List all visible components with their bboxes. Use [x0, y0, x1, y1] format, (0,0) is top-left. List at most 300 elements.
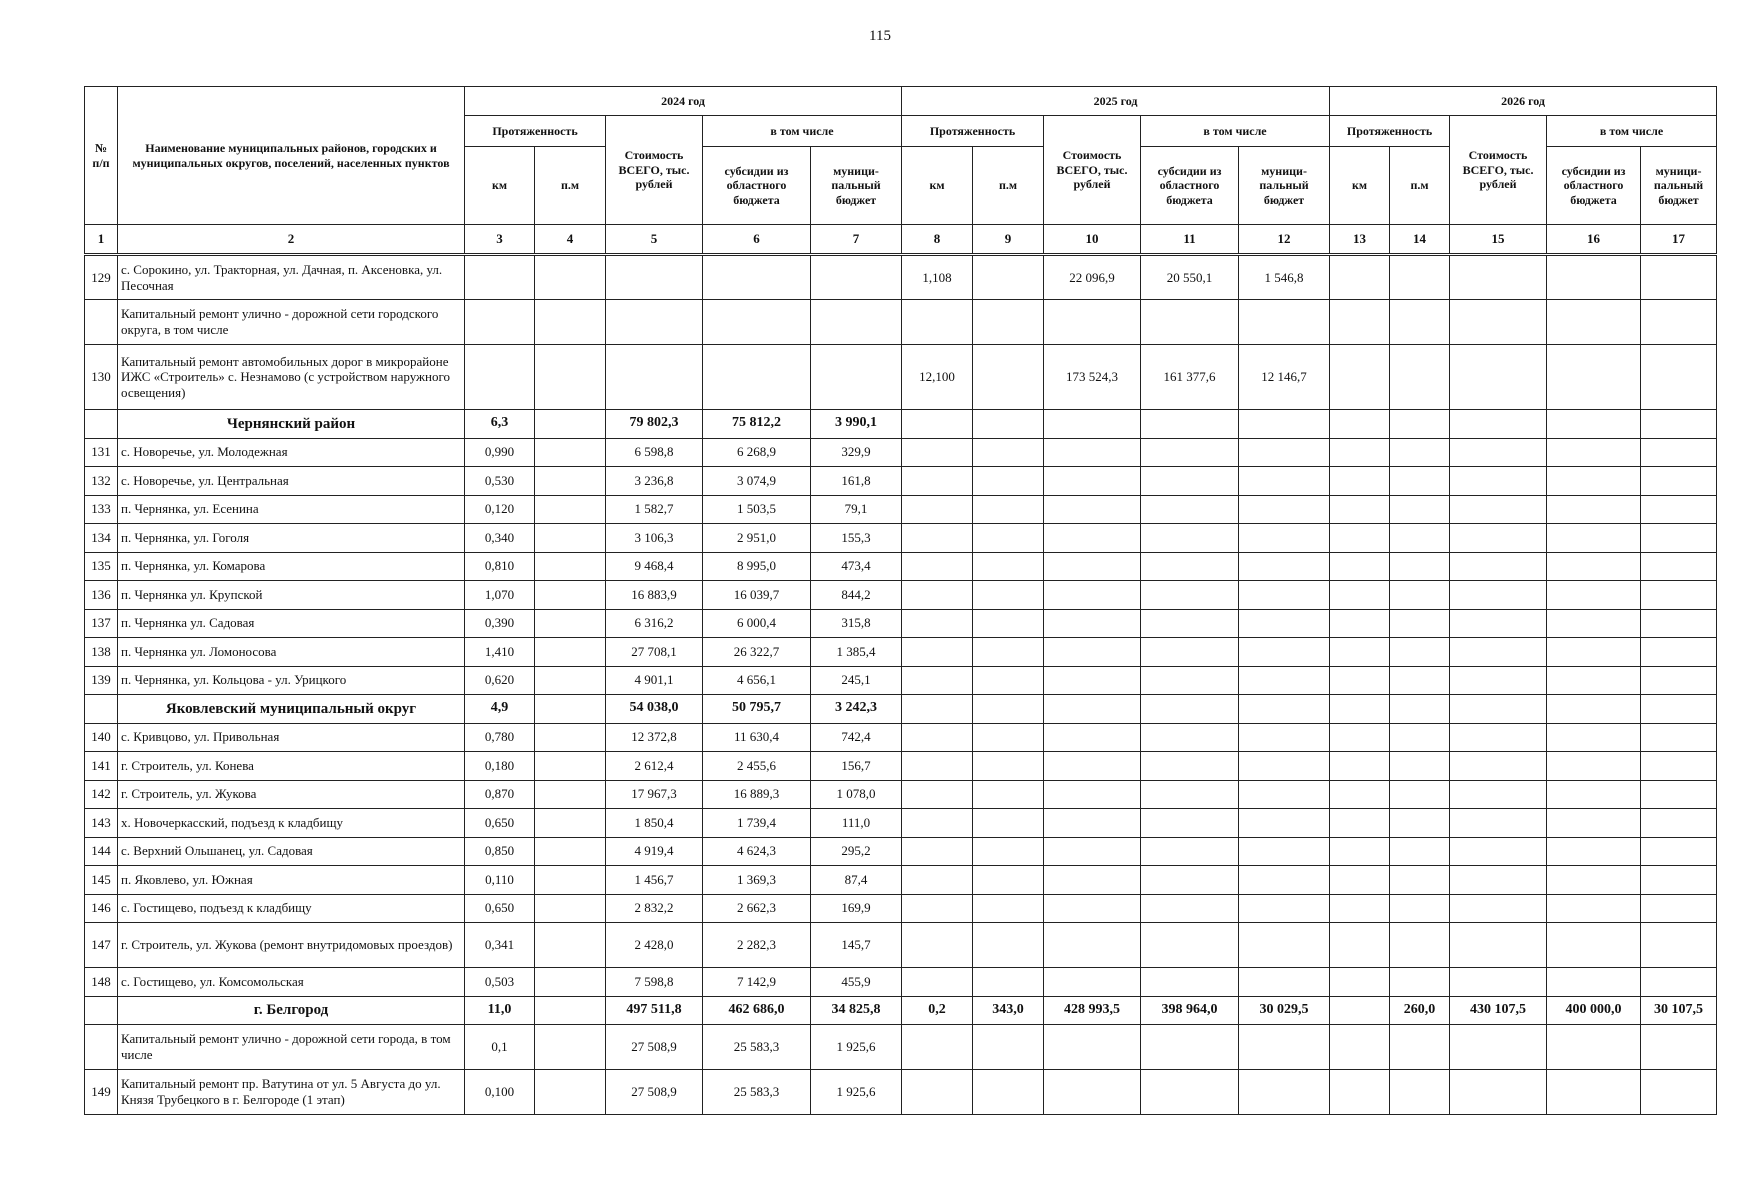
cell-col-6: 2 951,0 [703, 524, 811, 553]
row-name: п. Чернянка, ул. Комарова [118, 552, 465, 581]
cell-col-9 [973, 524, 1044, 553]
row-name: Капитальный ремонт автомобильных дорог в микрорайоне ИЖС «Строитель» с. Незнамово (с устройством наружного освещения) [118, 345, 465, 410]
cell-col-3: 0,340 [465, 524, 535, 553]
cell-col-5 [606, 300, 703, 345]
cell-col-13 [1330, 255, 1390, 300]
cell-col-7: 329,9 [811, 438, 902, 467]
column-number: 5 [606, 225, 703, 255]
cell-col-4 [535, 410, 606, 439]
cell-col-4 [535, 894, 606, 923]
cell-col-9 [973, 723, 1044, 752]
cell-col-17: 30 107,5 [1641, 996, 1717, 1025]
cell-col-6: 6 268,9 [703, 438, 811, 467]
cell-col-4 [535, 996, 606, 1025]
cell-col-11 [1141, 666, 1239, 695]
cell-col-17 [1641, 723, 1717, 752]
cell-col-11 [1141, 968, 1239, 997]
cell-col-16 [1547, 837, 1641, 866]
table-row [85, 467, 1717, 496]
cell-col-16 [1547, 866, 1641, 895]
cell-col-7: 156,7 [811, 752, 902, 781]
row-number [85, 1025, 118, 1070]
cell-col-12 [1239, 695, 1330, 724]
cell-col-6: 75 812,2 [703, 410, 811, 439]
cell-col-17 [1641, 780, 1717, 809]
cell-col-16 [1547, 923, 1641, 968]
cell-col-7: 161,8 [811, 467, 902, 496]
cell-col-9: 343,0 [973, 996, 1044, 1025]
cell-col-14 [1390, 345, 1450, 410]
cell-col-5: 4 919,4 [606, 837, 703, 866]
cell-col-6: 2 282,3 [703, 923, 811, 968]
cell-col-8 [902, 638, 973, 667]
cell-col-11 [1141, 866, 1239, 895]
cell-col-12 [1239, 1070, 1330, 1115]
cell-col-12: 12 146,7 [1239, 345, 1330, 410]
cell-col-12 [1239, 467, 1330, 496]
table-row [85, 609, 1717, 638]
cell-col-13 [1330, 410, 1390, 439]
cell-col-7 [811, 345, 902, 410]
cell-col-5: 2 428,0 [606, 923, 703, 968]
cell-col-13 [1330, 866, 1390, 895]
row-number: 130 [85, 345, 118, 410]
row-number: 135 [85, 552, 118, 581]
cell-col-11 [1141, 609, 1239, 638]
table-row [85, 752, 1717, 781]
cell-col-14 [1390, 837, 1450, 866]
cell-col-4 [535, 1070, 606, 1115]
row-name: г. Строитель, ул. Жукова [118, 780, 465, 809]
cell-col-15 [1450, 410, 1547, 439]
cell-col-15 [1450, 255, 1547, 300]
cell-col-6: 25 583,3 [703, 1070, 811, 1115]
table-row [85, 1025, 1717, 1070]
cell-col-7: 169,9 [811, 894, 902, 923]
cell-col-17 [1641, 552, 1717, 581]
cell-col-14 [1390, 300, 1450, 345]
cell-col-9 [973, 300, 1044, 345]
cell-col-3: 0,780 [465, 723, 535, 752]
cell-col-13 [1330, 638, 1390, 667]
cell-col-11 [1141, 1070, 1239, 1115]
cell-col-7: 295,2 [811, 837, 902, 866]
row-name: п. Чернянка ул. Крупской [118, 581, 465, 610]
cell-col-12 [1239, 752, 1330, 781]
cell-col-7: 3 990,1 [811, 410, 902, 439]
cell-col-14 [1390, 809, 1450, 838]
cell-col-9 [973, 666, 1044, 695]
cell-col-10 [1044, 410, 1141, 439]
row-number: 138 [85, 638, 118, 667]
cell-col-4 [535, 609, 606, 638]
cell-col-12 [1239, 524, 1330, 553]
row-number: 140 [85, 723, 118, 752]
cell-col-16 [1547, 638, 1641, 667]
cell-col-17 [1641, 495, 1717, 524]
cell-col-13 [1330, 809, 1390, 838]
row-name: п. Чернянка, ул. Гоголя [118, 524, 465, 553]
cell-col-3: 0,870 [465, 780, 535, 809]
cell-col-4 [535, 345, 606, 410]
cell-col-3 [465, 255, 535, 300]
cell-col-8 [902, 410, 973, 439]
cell-col-14 [1390, 923, 1450, 968]
column-number: 4 [535, 225, 606, 255]
row-number: 132 [85, 467, 118, 496]
cell-col-8 [902, 495, 973, 524]
cell-col-17 [1641, 300, 1717, 345]
cell-col-16 [1547, 780, 1641, 809]
cell-col-8 [902, 467, 973, 496]
cell-col-3: 1,410 [465, 638, 535, 667]
table-row [85, 552, 1717, 581]
header-length: Протяженность [902, 116, 1044, 147]
cell-col-15 [1450, 638, 1547, 667]
cell-col-15 [1450, 609, 1547, 638]
cell-col-5: 4 901,1 [606, 666, 703, 695]
cell-col-12 [1239, 894, 1330, 923]
column-number: 6 [703, 225, 811, 255]
row-number: 129 [85, 255, 118, 300]
row-number [85, 695, 118, 724]
cell-col-11 [1141, 894, 1239, 923]
cell-col-13 [1330, 695, 1390, 724]
cell-col-3: 11,0 [465, 996, 535, 1025]
cell-col-17 [1641, 968, 1717, 997]
table-row [85, 581, 1717, 610]
cell-col-17 [1641, 345, 1717, 410]
cell-col-11 [1141, 695, 1239, 724]
row-number [85, 410, 118, 439]
cell-col-14 [1390, 410, 1450, 439]
cell-col-11 [1141, 410, 1239, 439]
cell-col-12 [1239, 780, 1330, 809]
column-number: 8 [902, 225, 973, 255]
cell-col-13 [1330, 552, 1390, 581]
row-name: с. Верхний Ольшанец, ул. Садовая [118, 837, 465, 866]
cell-col-8 [902, 524, 973, 553]
cell-col-9 [973, 495, 1044, 524]
cell-col-13 [1330, 780, 1390, 809]
cell-col-8: 12,100 [902, 345, 973, 410]
cell-col-16 [1547, 809, 1641, 838]
cell-col-11: 161 377,6 [1141, 345, 1239, 410]
cell-col-12 [1239, 300, 1330, 345]
cell-col-15 [1450, 467, 1547, 496]
cell-col-14 [1390, 894, 1450, 923]
row-number [85, 996, 118, 1025]
cell-col-17 [1641, 438, 1717, 467]
cell-col-16 [1547, 467, 1641, 496]
cell-col-11 [1141, 495, 1239, 524]
header-municipal: муници-пальный бюджет [811, 147, 902, 225]
cell-col-9 [973, 968, 1044, 997]
cell-col-4 [535, 255, 606, 300]
cell-col-11: 20 550,1 [1141, 255, 1239, 300]
cell-col-5: 3 236,8 [606, 467, 703, 496]
cell-col-7: 844,2 [811, 581, 902, 610]
row-name: с. Сорокино, ул. Тракторная, ул. Дачная, п. Аксеновка, ул. Песочная [118, 255, 465, 300]
cell-col-6: 462 686,0 [703, 996, 811, 1025]
cell-col-10 [1044, 581, 1141, 610]
cell-col-16: 400 000,0 [1547, 996, 1641, 1025]
cell-col-5: 497 511,8 [606, 996, 703, 1025]
cell-col-4 [535, 923, 606, 968]
header-pm: п.м [535, 147, 606, 225]
cell-col-10 [1044, 638, 1141, 667]
cell-col-13 [1330, 894, 1390, 923]
column-number: 2 [118, 225, 465, 255]
row-number: 133 [85, 495, 118, 524]
cell-col-6: 4 624,3 [703, 837, 811, 866]
cell-col-8 [902, 752, 973, 781]
table-row [85, 923, 1717, 968]
row-number: 143 [85, 809, 118, 838]
cell-col-8 [902, 609, 973, 638]
cell-col-5: 6 598,8 [606, 438, 703, 467]
cell-col-6: 1 369,3 [703, 866, 811, 895]
cell-col-12 [1239, 638, 1330, 667]
cell-col-14 [1390, 866, 1450, 895]
cell-col-5 [606, 345, 703, 410]
cell-col-4 [535, 968, 606, 997]
header-cost-total: Стоимость ВСЕГО, тыс. рублей [1044, 116, 1141, 225]
cell-col-9 [973, 581, 1044, 610]
cell-col-10 [1044, 723, 1141, 752]
cell-col-5: 17 967,3 [606, 780, 703, 809]
cell-col-10 [1044, 524, 1141, 553]
cell-col-11 [1141, 438, 1239, 467]
cell-col-8 [902, 894, 973, 923]
cell-col-4 [535, 809, 606, 838]
row-name: Капитальный ремонт улично - дорожной сети города, в том числе [118, 1025, 465, 1070]
cell-col-9 [973, 894, 1044, 923]
cell-col-5: 7 598,8 [606, 968, 703, 997]
cell-col-13 [1330, 495, 1390, 524]
cell-col-4 [535, 438, 606, 467]
cell-col-12 [1239, 410, 1330, 439]
row-number: 142 [85, 780, 118, 809]
column-number: 14 [1390, 225, 1450, 255]
row-number: 144 [85, 837, 118, 866]
row-name: х. Новочеркасский, подъезд к кладбищу [118, 809, 465, 838]
cell-col-14 [1390, 723, 1450, 752]
cell-col-6: 1 503,5 [703, 495, 811, 524]
cell-col-10: 173 524,3 [1044, 345, 1141, 410]
cell-col-5: 9 468,4 [606, 552, 703, 581]
row-name: с. Кривцово, ул. Привольная [118, 723, 465, 752]
cell-col-12 [1239, 581, 1330, 610]
cell-col-8 [902, 866, 973, 895]
row-name: п. Чернянка, ул. Кольцова - ул. Урицкого [118, 666, 465, 695]
cell-col-10 [1044, 695, 1141, 724]
cell-col-8 [902, 837, 973, 866]
cell-col-16 [1547, 666, 1641, 695]
cell-col-17 [1641, 609, 1717, 638]
cell-col-6: 3 074,9 [703, 467, 811, 496]
cell-col-8 [902, 300, 973, 345]
cell-col-15 [1450, 723, 1547, 752]
cell-col-16 [1547, 1070, 1641, 1115]
cell-col-4 [535, 300, 606, 345]
cell-col-3: 0,503 [465, 968, 535, 997]
cell-col-6: 25 583,3 [703, 1025, 811, 1070]
cell-col-5: 12 372,8 [606, 723, 703, 752]
cell-col-9 [973, 923, 1044, 968]
cell-col-15 [1450, 837, 1547, 866]
cell-col-7: 145,7 [811, 923, 902, 968]
cell-col-6 [703, 300, 811, 345]
cell-col-5: 27 508,9 [606, 1070, 703, 1115]
cell-col-3: 0,650 [465, 809, 535, 838]
cell-col-7: 34 825,8 [811, 996, 902, 1025]
cell-col-14 [1390, 609, 1450, 638]
cell-col-8 [902, 923, 973, 968]
cell-col-14 [1390, 780, 1450, 809]
cell-col-10 [1044, 438, 1141, 467]
cell-col-3: 0,990 [465, 438, 535, 467]
cell-col-16 [1547, 968, 1641, 997]
cell-col-12 [1239, 923, 1330, 968]
cell-col-16 [1547, 1025, 1641, 1070]
table-row [85, 524, 1717, 553]
table-row [85, 894, 1717, 923]
cell-col-8 [902, 1025, 973, 1070]
cell-col-4 [535, 524, 606, 553]
cell-col-11 [1141, 638, 1239, 667]
row-number [85, 300, 118, 345]
row-number: 134 [85, 524, 118, 553]
page-number: 115 [869, 28, 891, 44]
cell-col-11 [1141, 723, 1239, 752]
row-name: п. Чернянка ул. Ломоносова [118, 638, 465, 667]
cell-col-10 [1044, 894, 1141, 923]
header-pm: п.м [973, 147, 1044, 225]
cell-col-13 [1330, 723, 1390, 752]
cell-col-7: 155,3 [811, 524, 902, 553]
cell-col-5: 54 038,0 [606, 695, 703, 724]
cell-col-15 [1450, 300, 1547, 345]
cell-col-15: 430 107,5 [1450, 996, 1547, 1025]
table-row [85, 780, 1717, 809]
cell-col-10 [1044, 809, 1141, 838]
cell-col-15 [1450, 894, 1547, 923]
cell-col-12: 30 029,5 [1239, 996, 1330, 1025]
cell-col-14: 260,0 [1390, 996, 1450, 1025]
cell-col-17 [1641, 695, 1717, 724]
cell-col-9 [973, 1025, 1044, 1070]
header-km: км [465, 147, 535, 225]
cell-col-3: 0,850 [465, 837, 535, 866]
cell-col-16 [1547, 345, 1641, 410]
column-number: 16 [1547, 225, 1641, 255]
cell-col-11 [1141, 524, 1239, 553]
table-row [85, 300, 1717, 345]
cell-col-15 [1450, 866, 1547, 895]
cell-col-6: 1 739,4 [703, 809, 811, 838]
cell-col-15 [1450, 666, 1547, 695]
cell-col-9 [973, 695, 1044, 724]
column-number: 10 [1044, 225, 1141, 255]
cell-col-11 [1141, 809, 1239, 838]
cell-col-4 [535, 1025, 606, 1070]
cell-col-8 [902, 723, 973, 752]
cell-col-15 [1450, 923, 1547, 968]
cell-col-15 [1450, 1025, 1547, 1070]
cell-col-10 [1044, 609, 1141, 638]
cell-col-13 [1330, 467, 1390, 496]
cell-col-3: 0,100 [465, 1070, 535, 1115]
cell-col-14 [1390, 968, 1450, 997]
header-municipal: муници-пальный бюджет [1239, 147, 1330, 225]
cell-col-16 [1547, 438, 1641, 467]
cell-col-12 [1239, 1025, 1330, 1070]
row-name: п. Чернянка, ул. Есенина [118, 495, 465, 524]
header-subsidy: субсидии из областного бюджета [1141, 147, 1239, 225]
cell-col-16 [1547, 695, 1641, 724]
table-row [85, 638, 1717, 667]
group-row [85, 695, 1717, 724]
header-cost-total: Стоимость ВСЕГО, тыс. рублей [606, 116, 703, 225]
cell-col-10 [1044, 866, 1141, 895]
budget-table [84, 86, 1717, 1115]
cell-col-7: 111,0 [811, 809, 902, 838]
table-row [85, 723, 1717, 752]
cell-col-8 [902, 780, 973, 809]
cell-col-11: 398 964,0 [1141, 996, 1239, 1025]
cell-col-9 [973, 609, 1044, 638]
group-name: Чернянский район [118, 410, 465, 439]
cell-col-11 [1141, 581, 1239, 610]
column-number: 17 [1641, 225, 1717, 255]
cell-col-11 [1141, 923, 1239, 968]
cell-col-17 [1641, 866, 1717, 895]
cell-col-12: 1 546,8 [1239, 255, 1330, 300]
row-number: 139 [85, 666, 118, 695]
row-number: 149 [85, 1070, 118, 1115]
cell-col-17 [1641, 894, 1717, 923]
cell-col-5: 1 582,7 [606, 495, 703, 524]
cell-col-3: 0,110 [465, 866, 535, 895]
cell-col-8 [902, 666, 973, 695]
cell-col-15 [1450, 695, 1547, 724]
cell-col-3: 6,3 [465, 410, 535, 439]
cell-col-14 [1390, 495, 1450, 524]
cell-col-8 [902, 1070, 973, 1115]
cell-col-13 [1330, 996, 1390, 1025]
group-name: г. Белгород [118, 996, 465, 1025]
cell-col-3: 1,070 [465, 581, 535, 610]
column-number: 13 [1330, 225, 1390, 255]
cell-col-16 [1547, 300, 1641, 345]
cell-col-5: 79 802,3 [606, 410, 703, 439]
header-km: км [902, 147, 973, 225]
cell-col-5: 2 612,4 [606, 752, 703, 781]
column-number-row [85, 225, 1717, 255]
row-name: Капитальный ремонт пр. Ватутина от ул. 5 Августа до ул. Князя Трубецкого в г. Белгороде (1 этап) [118, 1070, 465, 1115]
cell-col-14 [1390, 524, 1450, 553]
cell-col-8 [902, 438, 973, 467]
table-row [85, 968, 1717, 997]
cell-col-5: 27 708,1 [606, 638, 703, 667]
cell-col-6: 50 795,7 [703, 695, 811, 724]
cell-col-7: 1 925,6 [811, 1070, 902, 1115]
cell-col-8: 1,108 [902, 255, 973, 300]
table-row [85, 345, 1717, 410]
cell-col-4 [535, 467, 606, 496]
header-subsidy: субсидии из областного бюджета [703, 147, 811, 225]
